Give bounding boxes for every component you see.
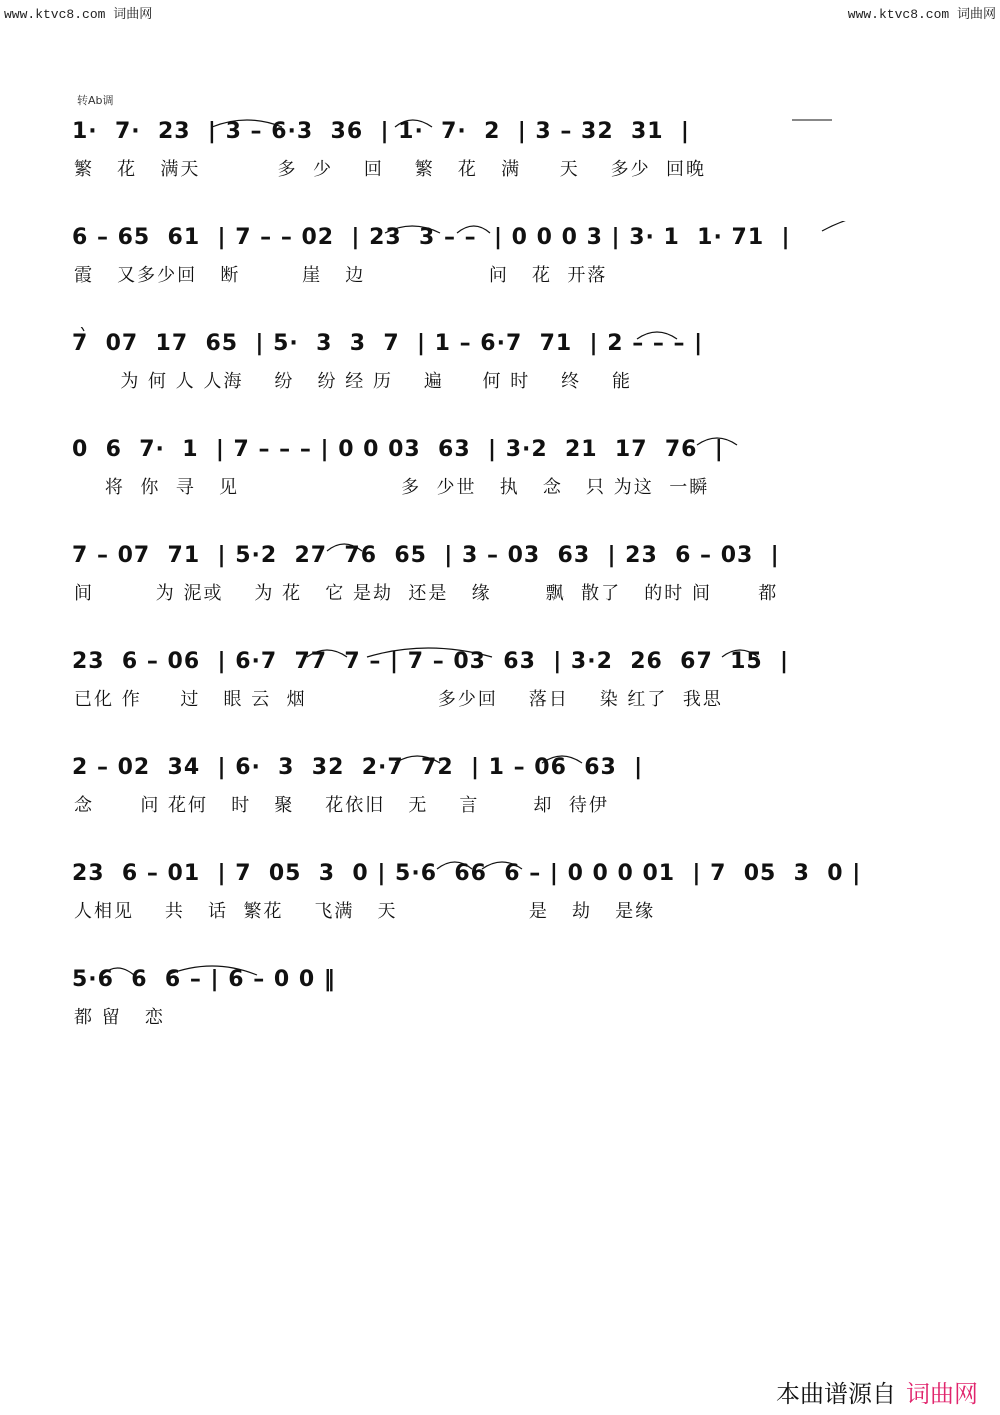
score-system-9 [72, 963, 932, 1053]
score-notes-9: 5·6 6 6 – | 6 – 0 0 ‖ [72, 967, 336, 992]
score-notes-4: 0 6 7· 1 | 7 – – – | 0 0 03 63 | 3·2 21 17 76 | [72, 437, 724, 462]
score-lyrics-8: 人相见 共 话 繁花 飞满 天 是 劫 是缘 [74, 901, 656, 922]
watermark-left: www.ktvc8.com 词曲网 [4, 7, 153, 22]
score-lyrics-6: 已化 作 过 眼 云 烟 多少回 落日 染 红了 我思 [74, 689, 723, 710]
score-lyrics-2: 霞 又多少回 断 崖 边 问 花 开落 [74, 265, 608, 286]
score-notes-5: 7 – 07 71 | 5·2 27 76 65 | 3 – 03 63 | 23 6 – 03 | [72, 543, 780, 568]
score-system-5 [72, 539, 932, 629]
score-notes-2: 6 – 65 61 | 7 – – 02 | 23 3 – – | 0 0 0 3 | 3· 1 1· 71 | [72, 225, 791, 250]
key-change-label: 转Ab调 [77, 94, 114, 107]
source-credit [776, 1374, 978, 1409]
score-lyrics-3: 为 何 人 人海 纷 纷 经 历 遍 何 时 终 能 [74, 371, 632, 392]
score-system-4 [72, 433, 932, 523]
score-system-2 [72, 221, 932, 311]
source-brand: 词曲网 [906, 1380, 978, 1408]
source-label: 本曲谱源自 [776, 1380, 896, 1408]
score-lyrics-7: 念 问 花何 时 聚 花依旧 无 言 却 待伊 [74, 795, 609, 816]
score-notes-3: 7 07 17 65 | 5· 3 3 7 | 1 – 6·7 71 | 2 – – – | [72, 331, 704, 356]
score-notes-6: 23 6 – 06 | 6·7 77 7 – | 7 – 03 63 | 3·2 26 67 15 | [72, 649, 790, 674]
score-system-7 [72, 751, 932, 841]
score-notes-8: 23 6 – 01 | 7 05 3 0 | 5·6 66 6 – | 0 0 0 01 | 7 05 3 0 | [72, 861, 862, 886]
score-lyrics-4: 将 你 寻 见 多 少世 执 念 只 为这 一瞬 [74, 477, 710, 498]
score-notes-1: 1· 7· 23 | 3 – 6·3 36 | 1· 7· 2 | 3 – 32 31 | [72, 119, 690, 144]
watermark-right: www.ktvc8.com 词曲网 [847, 7, 996, 22]
score-system-1 [72, 115, 932, 205]
score-lyrics-1: 繁 花 满天 多 少 回 繁 花 满 天 多少 回晚 [74, 159, 707, 180]
score-notes-7: 2 – 02 34 | 6· 3 32 2·7 72 | 1 – 06 63 | [72, 755, 644, 780]
score-lyrics-9: 都 留 恋 [74, 1007, 165, 1028]
score-system-3 [72, 327, 932, 417]
score-system-6 [72, 645, 932, 735]
score-lyrics-5: 间 为 泥或 为 花 它 是劫 还是 缘 飘 散了 的时 间 都 [74, 583, 779, 604]
score-system-8 [72, 857, 932, 947]
